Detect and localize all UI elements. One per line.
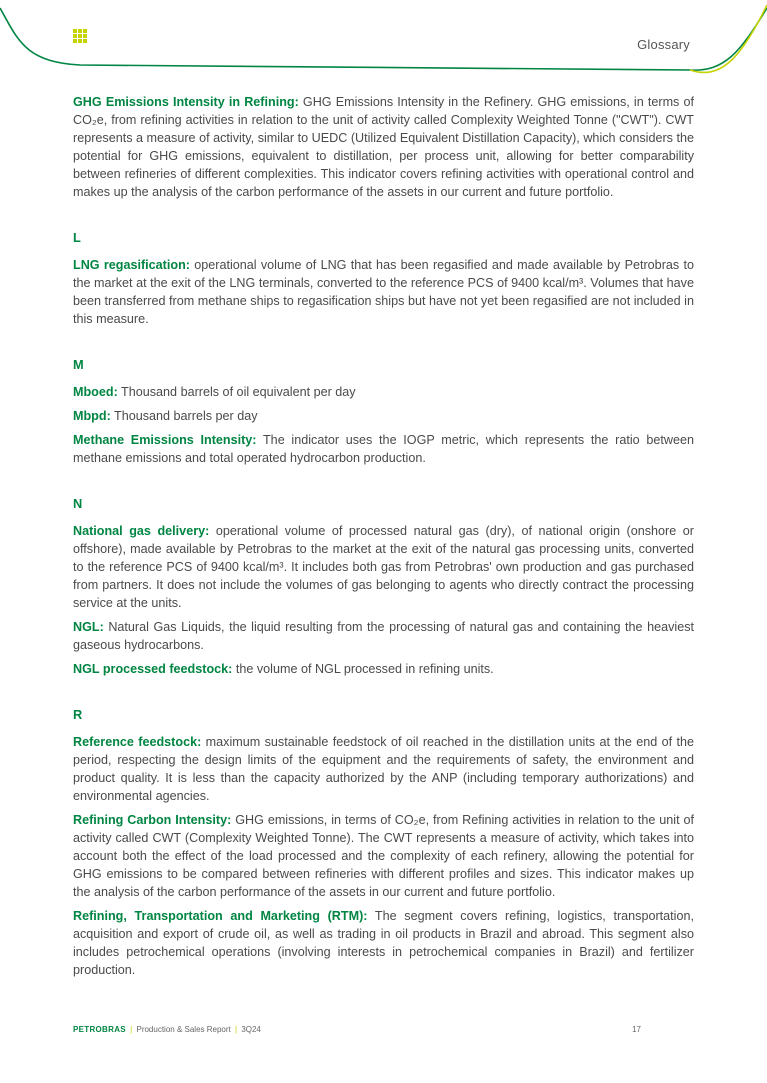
glossary-entry bbox=[73, 431, 694, 467]
glossary-term: Methane Emissions Intensity: bbox=[73, 433, 257, 447]
glossary-definition: Thousand barrels per day bbox=[110, 409, 258, 423]
glossary-entry bbox=[73, 733, 694, 805]
glossary-entry bbox=[73, 618, 694, 654]
glossary-entry bbox=[73, 811, 694, 901]
glossary-entry bbox=[73, 93, 694, 201]
glossary-definition: maximum sustainable feedstock of oil reached in the distillation units at the end of the period, respecting the design limits of the equipment and the requirements of safety, the environment and product quality. It is less than the capacity authorized by the ANP (including temporary authorizations) and environmental agencies. bbox=[73, 735, 694, 803]
glossary-definition: operational volume of LNG that has been regasified and made available by Petrobras to the market at the exit of the LNG terminals, converted to the reference PCS of 9400 kcal/m³. Volumes that have been transferred from methane ships to regasification ships but have not yet been regasified are not included in this measure. bbox=[73, 258, 694, 326]
glossary-definition: GHG emissions, in terms of CO₂e, from Refining activities in relation to the unit of activity called CWT (Complexity Weighted Tonne). The CWT represents a measure of activity, which takes into account both the effect of the load processed and the complexity of each refinery, allowing the potential for GHG emissions to be compared between refineries with different profiles and sizes. This indicator makes up the analysis of the carbon performance of the assets in our current and future portfolio. bbox=[73, 813, 695, 899]
glossary-term: Refining Carbon Intensity: bbox=[73, 813, 232, 827]
glossary-definition: Natural Gas Liquids, the liquid resulting from the processing of natural gas and containing the heaviest gaseous hydrocarbons. bbox=[73, 620, 694, 652]
glossary-term: LNG regasification: bbox=[73, 258, 190, 272]
glossary-term: GHG Emissions Intensity in Refining: bbox=[73, 95, 299, 109]
glossary-definition: The indicator uses the IOGP metric, which represents the ratio between methane emissions and total operated hydrocarbon production. bbox=[73, 433, 694, 465]
footer-report-name: Production & Sales Report bbox=[136, 1025, 231, 1034]
glossary-entry bbox=[73, 660, 694, 678]
section-letter-n: N bbox=[73, 496, 83, 511]
footer-separator: | bbox=[235, 1025, 238, 1034]
page-number: 17 bbox=[632, 1025, 641, 1034]
glossary-definition: GHG Emissions Intensity in the Refinery. GHG emissions, in terms of CO₂e, from refining activities in relation to the unit of activity called Complexity Weighted Tonne ("CWT"). CWT represents a measure of activity, similar to UEDC (Utilized Equivalent Distillation Capacity), which considers the potential for GHG emissions, equivalent to distillation, per process unit, allowing for better comparability between refineries of different complexities. This indicator covers refining activities with operational control and makes up the analysis of the carbon performance of the assets in our current and future portfolio. bbox=[73, 95, 694, 199]
section-letter-m: M bbox=[73, 357, 84, 372]
glossary-term: Mbpd: bbox=[73, 409, 111, 423]
footer-period: 3Q24 bbox=[241, 1025, 261, 1034]
glossary-term: Reference feedstock: bbox=[73, 735, 202, 749]
page-footer bbox=[73, 1025, 641, 1034]
glossary-definition: operational volume of processed natural gas (dry), of national origin (onshore or offshore), made available by Petrobras to the market at the exit of the natural gas processing units, converted to the reference PCS of 9400 kcal/m³. It includes both gas from Petrobras' own production and gas purchased from partners. It does not include the volumes of gas belonging to agents who directly contract the processing service at the units. bbox=[73, 524, 694, 610]
glossary-definition: the volume of NGL processed in refining units. bbox=[232, 662, 494, 676]
section-letter-r: R bbox=[73, 707, 83, 722]
footer-brand: PETROBRAS bbox=[73, 1025, 126, 1034]
glossary-entry bbox=[73, 907, 694, 979]
glossary-entry bbox=[73, 407, 694, 425]
glossary-entry bbox=[73, 256, 694, 328]
glossary-entry bbox=[73, 522, 694, 612]
page-header-title: Glossary bbox=[637, 37, 690, 52]
glossary-content bbox=[73, 93, 694, 985]
glossary-term: Mboed: bbox=[73, 385, 118, 399]
glossary-term: National gas delivery: bbox=[73, 524, 210, 538]
glossary-entry bbox=[73, 383, 694, 401]
glossary-definition: Thousand barrels of oil equivalent per day bbox=[117, 385, 356, 399]
glossary-grid-icon bbox=[73, 29, 87, 43]
glossary-term: NGL processed feedstock: bbox=[73, 662, 233, 676]
glossary-definition: The segment covers refining, logistics, transportation, acquisition and export of crude oil, as well as trading in oil products in Brazil and abroad. This segment also includes petrochemical operations (involving interests in petrochemical companies in Brazil) and fertilizer production. bbox=[73, 909, 694, 977]
glossary-term: Refining, Transportation and Marketing (RTM): bbox=[73, 909, 368, 923]
glossary-term: NGL: bbox=[73, 620, 104, 634]
section-letter-l: L bbox=[73, 230, 81, 245]
footer-separator: | bbox=[130, 1025, 133, 1034]
